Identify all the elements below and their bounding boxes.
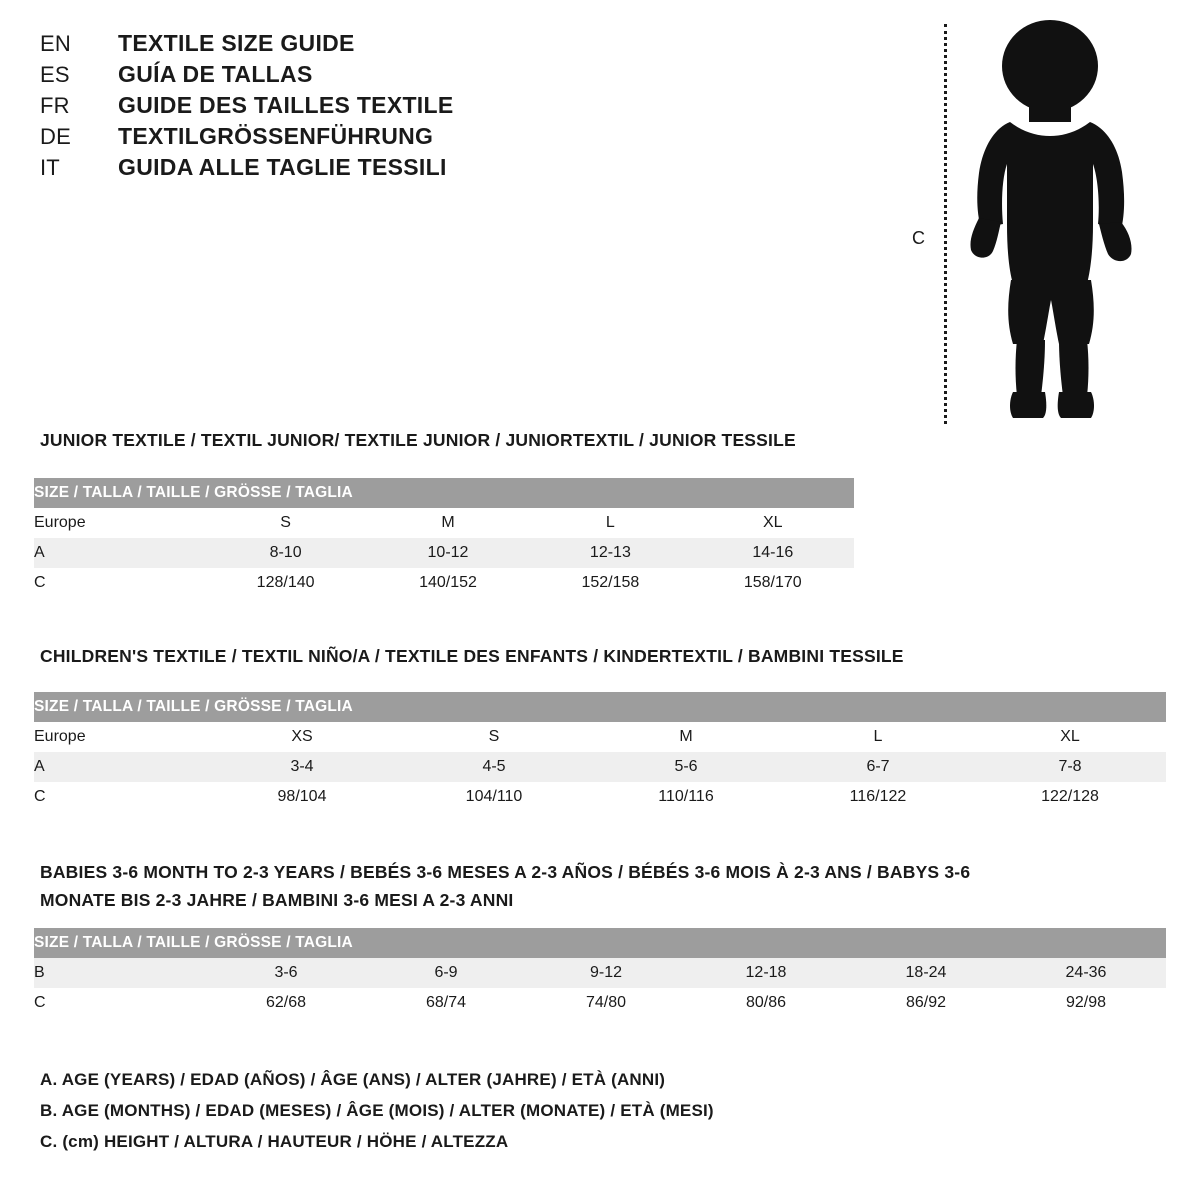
language-code-de: DE <box>40 124 71 149</box>
column-header: M <box>367 508 529 538</box>
band-label: SIZE / TALLA / TAILLE / GRÖSSE / TAGLIA <box>34 928 1166 958</box>
row-value: 98/104 <box>206 782 398 812</box>
row-value: 10-12 <box>367 538 529 568</box>
row-value: 86/92 <box>846 988 1006 1018</box>
row-value: 6-9 <box>366 958 526 988</box>
table-band-row <box>34 478 854 508</box>
row-value: 68/74 <box>366 988 526 1018</box>
height-measure-line <box>944 24 947 424</box>
babies-size-table <box>34 928 1166 1018</box>
row-value: 3-4 <box>206 752 398 782</box>
table-row <box>34 752 1166 782</box>
header-region-label: Europe <box>34 722 206 752</box>
legend-line-b: B. AGE (MONTHS) / EDAD (MESES) / ÂGE (MOIS) / ALTER (MONATE) / ETÀ (MESI) <box>40 1101 714 1120</box>
table-row <box>34 988 1166 1018</box>
row-value: 74/80 <box>526 988 686 1018</box>
row-value: 9-12 <box>526 958 686 988</box>
row-value: 14-16 <box>692 538 854 568</box>
row-value: 7-8 <box>974 752 1166 782</box>
language-title-de: TEXTILGRÖSSENFÜHRUNG <box>118 123 434 149</box>
row-value: 8-10 <box>204 538 366 568</box>
row-value: 152/158 <box>529 568 691 598</box>
language-code-es: ES <box>40 62 70 87</box>
row-value: 62/68 <box>206 988 366 1018</box>
section-title-junior: JUNIOR TEXTILE / TEXTIL JUNIOR/ TEXTILE JUNIOR / JUNIORTEXTIL / JUNIOR TESSILE <box>40 430 796 450</box>
row-label: C <box>34 988 206 1018</box>
column-header: XL <box>692 508 854 538</box>
table-row <box>34 538 854 568</box>
row-value: 4-5 <box>398 752 590 782</box>
legend-line-c: C. (cm) HEIGHT / ALTURA / HAUTEUR / HÖHE / ALTEZZA <box>40 1132 509 1151</box>
row-label: C <box>34 782 206 812</box>
language-row <box>40 123 600 154</box>
row-value: 140/152 <box>367 568 529 598</box>
row-value: 12-18 <box>686 958 846 988</box>
table-header-row <box>34 722 1166 752</box>
language-row <box>40 92 600 123</box>
row-label: C <box>34 568 204 598</box>
header-region-label: Europe <box>34 508 204 538</box>
table-row <box>34 782 1166 812</box>
language-title-it: GUIDA ALLE TAGLIE TESSILI <box>118 154 447 180</box>
child-silhouette-icon <box>955 18 1145 428</box>
junior-size-table <box>34 478 854 598</box>
band-label: SIZE / TALLA / TAILLE / GRÖSSE / TAGLIA <box>34 692 1166 722</box>
row-value: 104/110 <box>398 782 590 812</box>
column-header: S <box>398 722 590 752</box>
row-value: 6-7 <box>782 752 974 782</box>
row-value: 3-6 <box>206 958 366 988</box>
row-label: A <box>34 752 206 782</box>
table-band-row <box>34 692 1166 722</box>
legend-line-a: A. AGE (YEARS) / EDAD (AÑOS) / ÂGE (ANS) / ALTER (JAHRE) / ETÀ (ANNI) <box>40 1070 666 1089</box>
row-value: 122/128 <box>974 782 1166 812</box>
figure-area <box>900 10 1170 430</box>
row-value: 110/116 <box>590 782 782 812</box>
language-code-it: IT <box>40 155 60 180</box>
language-row <box>40 30 600 61</box>
section-title-children: CHILDREN'S TEXTILE / TEXTIL NIÑO/A / TEXTILE DES ENFANTS / KINDERTEXTIL / BAMBINI TESSILE <box>40 646 904 666</box>
column-header: M <box>590 722 782 752</box>
table-header-row <box>34 508 854 538</box>
column-header: XL <box>974 722 1166 752</box>
height-measure-label: C <box>912 228 925 248</box>
row-value: 158/170 <box>692 568 854 598</box>
row-value: 92/98 <box>1006 988 1166 1018</box>
language-title-fr: GUIDE DES TAILLES TEXTILE <box>118 92 454 118</box>
language-title-en: TEXTILE SIZE GUIDE <box>118 30 355 56</box>
section-title-babies: BABIES 3-6 MONTH TO 2-3 YEARS / BEBÉS 3-6 MESES A 2-3 AÑOS / BÉBÉS 3-6 MOIS À 2-3 ANS / BABYS 3-6 MONATE BIS 2-3 JAHRE / BAMBINI 3-6 MESI A 2-3 ANNI <box>40 862 971 910</box>
table-band-row <box>34 928 1166 958</box>
table-row <box>34 568 854 598</box>
column-header: XS <box>206 722 398 752</box>
row-value: 116/122 <box>782 782 974 812</box>
row-value: 24-36 <box>1006 958 1166 988</box>
legend-block <box>40 1070 714 1163</box>
language-row <box>40 154 600 185</box>
table-row <box>34 958 1166 988</box>
band-label: SIZE / TALLA / TAILLE / GRÖSSE / TAGLIA <box>34 478 854 508</box>
language-title-es: GUÍA DE TALLAS <box>118 61 313 87</box>
column-header: L <box>782 722 974 752</box>
language-code-fr: FR <box>40 93 70 118</box>
language-row <box>40 61 600 92</box>
row-value: 128/140 <box>204 568 366 598</box>
children-size-table <box>34 692 1166 812</box>
language-code-en: EN <box>40 31 71 56</box>
row-value: 18-24 <box>846 958 1006 988</box>
row-label: B <box>34 958 206 988</box>
row-value: 80/86 <box>686 988 846 1018</box>
column-header: S <box>204 508 366 538</box>
row-label: A <box>34 538 204 568</box>
column-header: L <box>529 508 691 538</box>
row-value: 12-13 <box>529 538 691 568</box>
language-title-block <box>40 30 600 185</box>
row-value: 5-6 <box>590 752 782 782</box>
